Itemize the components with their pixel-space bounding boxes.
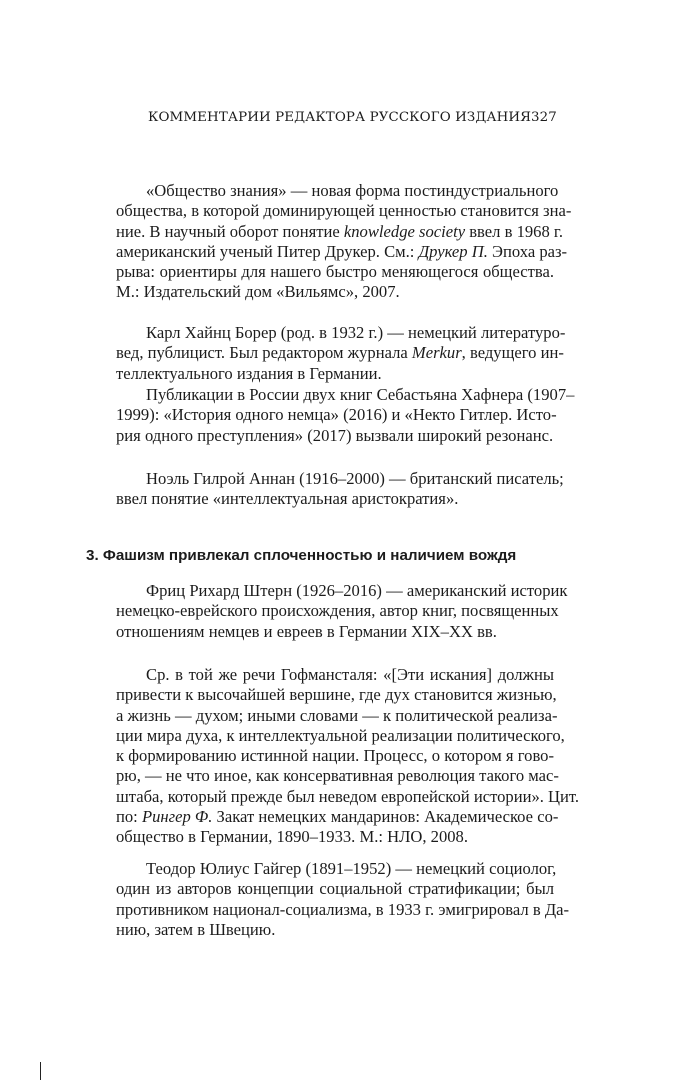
note-geiger <box>86 859 570 940</box>
text-line: Публикации в России двух книг Себастьяна Хафнера (1907– <box>146 385 575 404</box>
text-line: отношениям немцев и евреев в Германии XIX–XX вв. <box>116 621 497 641</box>
text-line: теллектуального издания в Германии. <box>116 363 382 383</box>
section-heading: 3. Фашизм привлекал сплоченностью и наличием вождя <box>86 547 517 564</box>
text-line: по: Рингер Ф. Закат немецких мандаринов: Академическое со- <box>116 807 559 827</box>
text-line: Фриц Рихард Штерн (1926–2016) — американский историк <box>146 581 568 600</box>
text-line: нию, затем в Швецию. <box>116 919 276 939</box>
note-stern <box>86 581 568 642</box>
text-line: рю, — не что иное, как консервативная революция такого мас- <box>116 766 559 786</box>
text-line: Карл Хайнц Борер (род. в 1932 г.) — немецкий литературо- <box>146 323 566 342</box>
text-line: рыва: ориентиры для нашего быстро меняющегося общества. <box>116 262 554 282</box>
text-line: М.: Издательский дом «Вильямс», 2007. <box>116 282 400 302</box>
text-line: немецко-еврейского происхождения, автор книг, посвященных <box>116 601 559 621</box>
text-line: Ноэль Гилрой Аннан (1916–2000) — британский писатель; <box>146 469 564 488</box>
text-line: общество в Германии, 1890–1933. М.: НЛО, 2008. <box>116 827 468 847</box>
text-line: 1999): «История одного немца» (2016) и «Некто Гитлер. Исто- <box>116 405 557 425</box>
text-line: Теодор Юлиус Гайгер (1891–1952) — немецкий социолог, <box>146 859 557 878</box>
text-line: а жизнь — духом; иными словами — к политической реализа- <box>116 705 558 725</box>
text-line: штаба, который прежде был неведом европейской истории». Цит. <box>116 786 580 806</box>
scan-margin-mark <box>40 1062 41 1080</box>
text-line: один из авторов концепции социальной стратификации; был <box>116 879 554 899</box>
page-number: 327 <box>531 110 557 125</box>
running-head <box>148 110 557 125</box>
text-line: американский ученый Питер Друкер. См.: Друкер П. Эпоха раз- <box>116 241 568 261</box>
text-line: ции мира духа, к интеллектуальной реализации политического, <box>116 725 565 745</box>
text-line: вед, публицист. Был редактором журнала Merkur, ведущего ин- <box>116 343 564 363</box>
note-hofmannsthal <box>86 665 580 848</box>
text-line: к формированию истинной нации. Процесс, о котором я гово- <box>116 746 554 766</box>
text-line: ввел понятие «интеллектуальная аристократия». <box>116 489 459 509</box>
running-head-title: КОММЕНТАРИИ РЕДАКТОРА РУССКОГО ИЗДАНИЯ <box>148 110 532 125</box>
note-bohrer <box>86 323 566 384</box>
text-line: общества, в которой доминирующей ценностью становится зна- <box>116 201 572 221</box>
note-haffner <box>86 385 575 446</box>
note-annan <box>86 469 564 510</box>
note-knowledge-society <box>86 181 572 303</box>
text-line: противником национал-социализма, в 1933 г. эмигрировал в Да- <box>116 899 570 919</box>
text-line: ние. В научный оборот понятие knowledge society ввел в 1968 г. <box>116 221 563 241</box>
text-line: привести к высочайшей вершине, где дух становится жизнью, <box>116 685 557 705</box>
text-line: Ср. в той же речи Гофмансталя: «[Эти искания] должны <box>146 665 554 684</box>
text-line: «Общество знания» — новая форма постиндустриального <box>146 181 559 200</box>
text-line: рия одного преступления» (2017) вызвали широкий резонанс. <box>116 425 554 445</box>
